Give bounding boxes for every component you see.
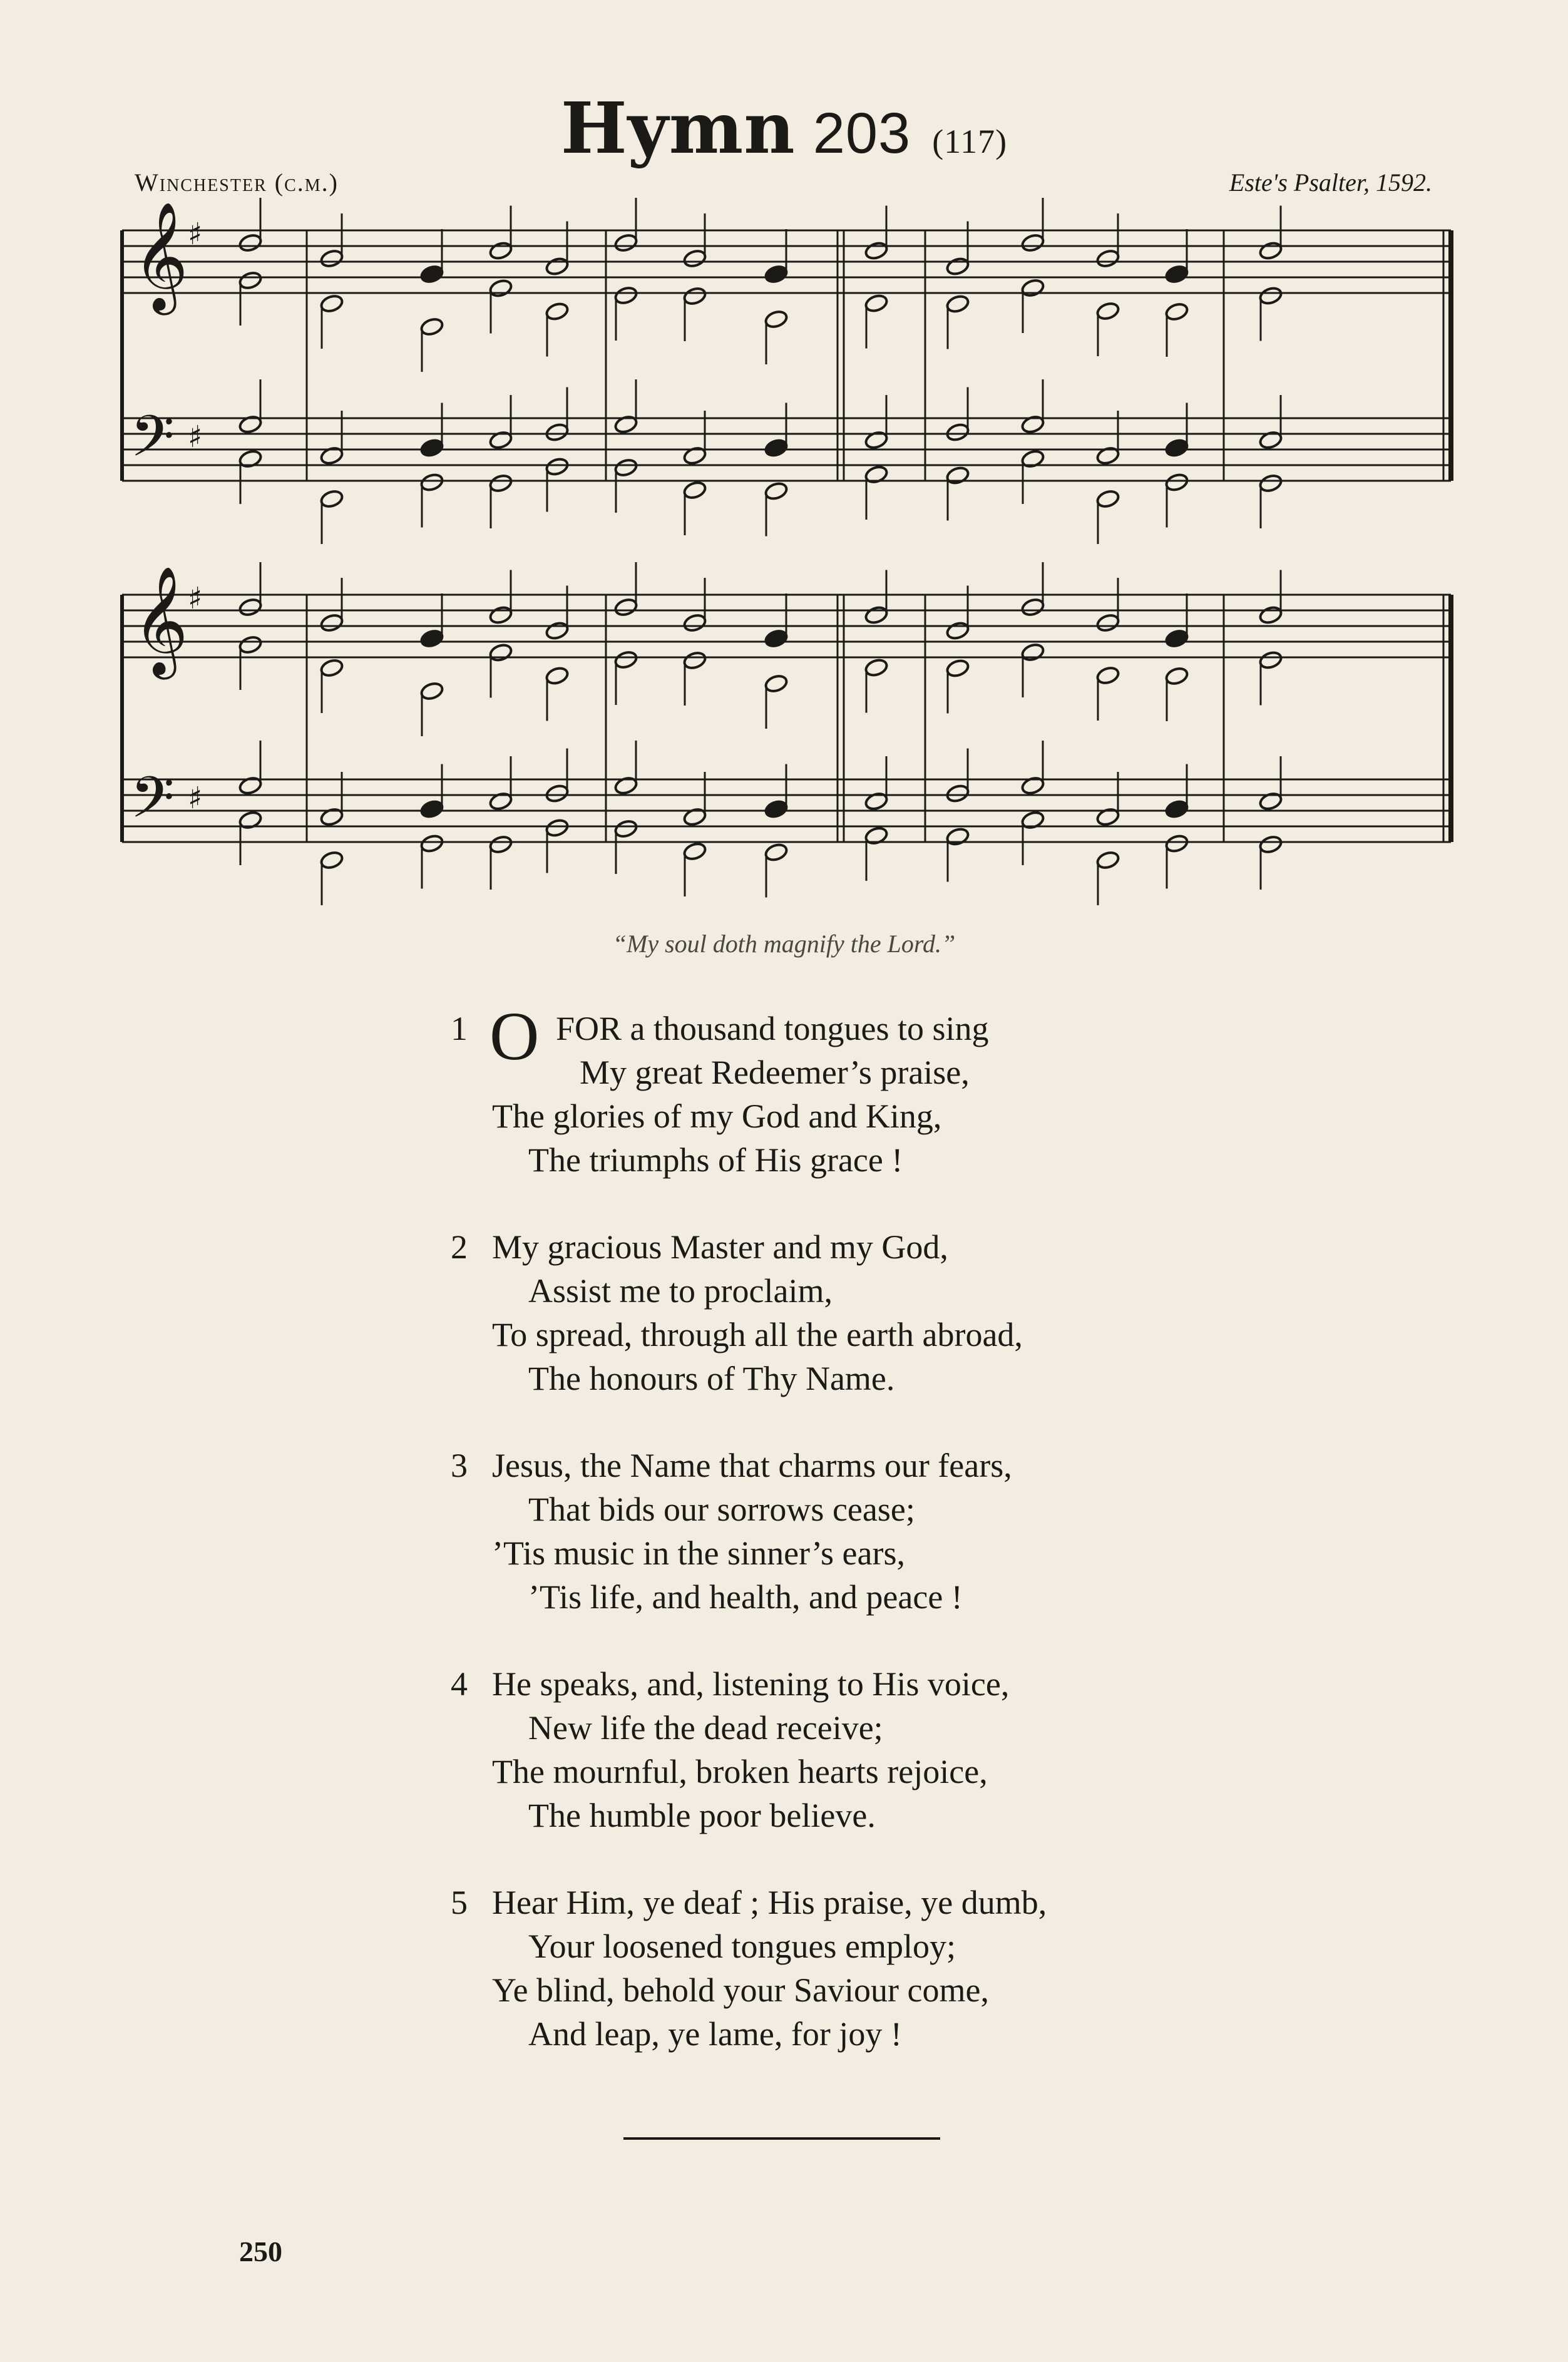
verse-5	[451, 1881, 1047, 2056]
verse-line: My gracious Master and my God,	[492, 1228, 948, 1266]
hymn-caption: “My soul doth magnify the Lord.”	[612, 930, 956, 958]
note-head	[613, 650, 638, 670]
note-head	[1095, 249, 1120, 269]
note-head	[682, 650, 707, 670]
note-head	[1095, 613, 1120, 633]
note-head	[1164, 666, 1189, 686]
verse-line: New life the dead receive;	[528, 1709, 883, 1747]
note-head	[238, 597, 262, 617]
note-head	[864, 605, 888, 625]
note-head	[764, 799, 788, 819]
note-head	[945, 658, 970, 678]
tune-name: Winchester (c.m.)	[135, 168, 339, 197]
note-head	[682, 286, 707, 306]
note-head	[238, 270, 262, 290]
note-head	[1020, 233, 1045, 253]
verse-line: FOR a thousand tongues to sing	[556, 1010, 989, 1047]
note-head	[1258, 605, 1283, 625]
note-head	[419, 833, 444, 853]
verse-number: 2	[451, 1228, 468, 1266]
note-head	[1258, 650, 1283, 670]
verse-line: Ye blind, behold your Saviour come,	[492, 1971, 989, 2009]
note-head	[1258, 285, 1283, 306]
key-signature-sharp-icon: ♯	[188, 781, 203, 816]
note-head	[488, 642, 513, 662]
note-head	[419, 317, 444, 337]
verse-line: ’Tis life, and health, and peace !	[528, 1578, 963, 1616]
note-head	[945, 294, 970, 314]
verse-2	[451, 1225, 1047, 1400]
verse-line: And leap, ye lame, for joy !	[528, 2015, 902, 2053]
treble-clef-icon: 𝄞	[133, 566, 188, 675]
key-signature-sharp-icon: ♯	[188, 581, 203, 616]
note-head	[1258, 473, 1283, 493]
note-head	[764, 842, 788, 862]
verse-line: That bids our sorrows cease;	[528, 1491, 915, 1528]
note-head	[419, 264, 444, 284]
note-head	[1258, 240, 1283, 260]
note-head	[613, 819, 638, 839]
verse-line: The glories of my God and King,	[492, 1097, 942, 1135]
note-head	[545, 620, 569, 640]
note-head	[1095, 489, 1120, 509]
note-head	[1258, 834, 1283, 855]
music-score	[0, 0, 1568, 914]
note-head	[945, 826, 970, 846]
original-hymn-number: (117)	[932, 123, 1008, 160]
note-head	[319, 613, 344, 633]
note-head	[945, 256, 970, 276]
note-head	[1164, 799, 1189, 819]
note-head	[682, 249, 707, 269]
note-head	[1020, 278, 1045, 298]
note-head	[764, 438, 788, 458]
note-head	[1164, 264, 1189, 284]
bass-clef-icon: 𝄢	[130, 764, 175, 845]
verse-1	[451, 998, 1047, 1182]
treble-clef-icon: 𝄞	[133, 202, 188, 311]
note-head	[945, 422, 970, 442]
note-head	[764, 309, 788, 329]
note-head	[764, 481, 788, 501]
verse-line: To spread, through all the earth abroad,	[492, 1316, 1023, 1353]
note-head	[764, 674, 788, 694]
drop-cap: O	[489, 998, 540, 1074]
note-head	[613, 458, 638, 478]
note-head	[238, 233, 262, 253]
verse-line: The triumphs of His grace !	[528, 1141, 903, 1179]
note-head	[488, 473, 513, 493]
verse-line: Jesus, the Name that charms our fears,	[492, 1447, 1012, 1484]
note-head	[545, 422, 569, 442]
note-head	[545, 818, 569, 838]
note-head	[613, 233, 638, 253]
verse-number: 3	[451, 1447, 468, 1484]
note-head	[1020, 597, 1045, 617]
note-head	[488, 605, 513, 625]
note-head	[419, 472, 444, 492]
verse-4	[451, 1662, 1047, 1837]
note-head	[864, 240, 888, 260]
verse-line: ’Tis music in the sinner’s ears,	[492, 1534, 905, 1572]
key-signature-sharp-icon: ♯	[188, 419, 203, 454]
note-head	[945, 465, 970, 485]
note-head	[1164, 833, 1189, 853]
note-head	[488, 240, 513, 260]
note-head	[1020, 642, 1045, 662]
hymn-word: Hymn	[560, 88, 796, 170]
note-head	[864, 657, 888, 677]
verse-line: My great Redeemer’s praise,	[580, 1054, 970, 1091]
hymn-verses	[451, 998, 1047, 2099]
note-head	[1164, 438, 1189, 458]
note-head	[613, 285, 638, 306]
note-head	[319, 249, 344, 269]
note-head	[1095, 301, 1120, 321]
note-head	[764, 629, 788, 649]
note-head	[613, 597, 638, 617]
end-rule	[623, 2137, 940, 2140]
note-head	[419, 438, 444, 458]
note-head	[319, 489, 344, 509]
note-head	[545, 256, 569, 276]
note-head	[488, 834, 513, 855]
key-signature-sharp-icon: ♯	[188, 217, 203, 252]
note-head	[1095, 850, 1120, 870]
note-head	[545, 783, 569, 803]
note-head	[319, 850, 344, 870]
note-head	[319, 658, 344, 678]
note-head	[1164, 302, 1189, 322]
note-head	[682, 841, 707, 861]
verse-line: The humble poor believe.	[528, 1797, 876, 1834]
hymn-number: 203	[812, 101, 911, 165]
note-head	[1164, 629, 1189, 649]
note-head	[488, 278, 513, 298]
verse-line: Your loosened tongues employ;	[528, 1928, 956, 1965]
note-head	[682, 480, 707, 500]
note-head	[1095, 665, 1120, 685]
verse-number: 4	[451, 1665, 468, 1703]
verse-line: He speaks, and, listening to His voice,	[492, 1665, 1010, 1703]
note-head	[545, 301, 569, 321]
note-head	[545, 456, 569, 476]
verse-3	[451, 1444, 1047, 1619]
note-head	[945, 620, 970, 640]
bass-clef-icon: 𝄢	[130, 403, 175, 483]
note-head	[419, 629, 444, 649]
note-head	[764, 264, 788, 284]
tune-source: Este's Psalter, 1592.	[1229, 168, 1432, 197]
note-head	[864, 293, 888, 313]
note-head	[682, 613, 707, 633]
verse-line: Assist me to proclaim,	[528, 1272, 833, 1310]
note-head	[419, 681, 444, 701]
note-head	[319, 294, 344, 314]
note-head	[1164, 472, 1189, 492]
verse-line: The mournful, broken hearts rejoice,	[492, 1753, 988, 1790]
verse-number: 5	[451, 1884, 468, 1921]
verse-line: Hear Him, ye deaf ; His praise, ye dumb,	[492, 1884, 1047, 1921]
note-head	[945, 783, 970, 803]
note-head	[545, 665, 569, 685]
verse-line: The honours of Thy Name.	[528, 1360, 895, 1397]
verse-number: 1	[451, 1010, 468, 1047]
note-head	[419, 799, 444, 819]
note-head	[238, 635, 262, 655]
page-number: 250	[239, 2236, 282, 2267]
